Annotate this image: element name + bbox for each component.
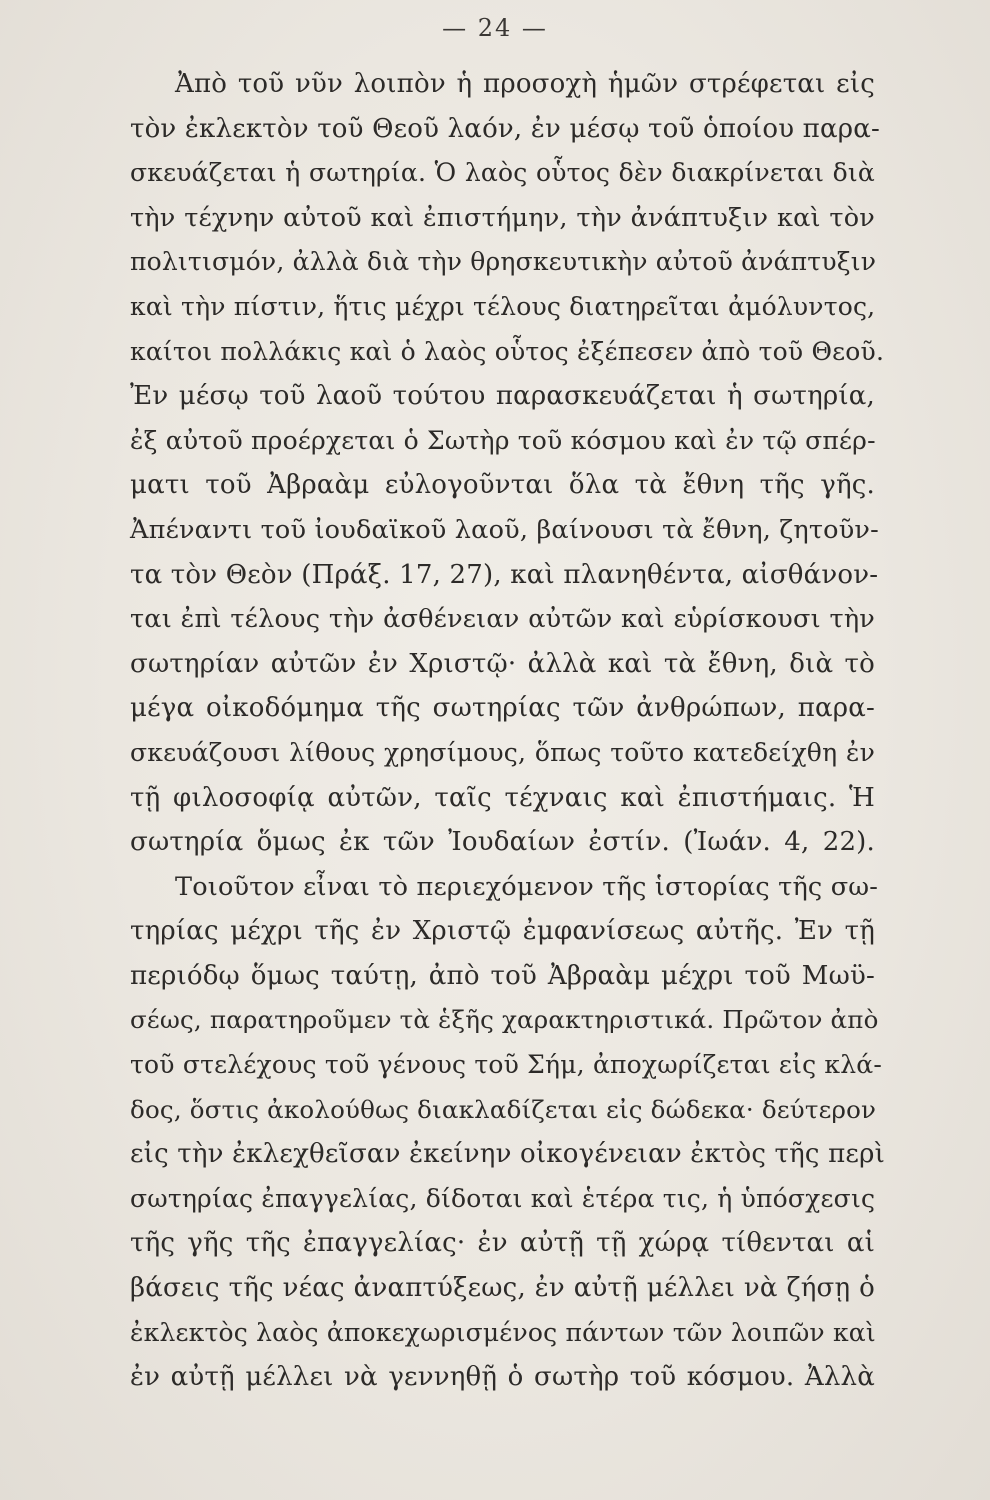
text-line: πολιτισμόν, ἀλλὰ διὰ τὴν θρησκευτικὴν αὐτοῦ ἀνάπτυξιν bbox=[130, 247, 877, 277]
text-line: σέως, παρατηροῦμεν τὰ ἑξῆς χαρακτηριστικά. Πρῶτον ἀπὸ bbox=[130, 1005, 879, 1035]
text-line: εἰς τὴν ἐκλεχθεῖσαν ἐκείνην οἰκογένειαν ἐκτὸς τῆς περὶ bbox=[130, 1139, 885, 1170]
text-line: Ἀπὸ τοῦ νῦν λοιπὸν ἡ προσοχὴ ἡμῶν στρέφεται εἰς bbox=[175, 69, 875, 99]
text-line: τὴν τέχνην αὐτοῦ καὶ ἐπιστήμην, τὴν ἀνάπτυξιν καὶ τὸν bbox=[130, 202, 875, 233]
text-line: τοῦ στελέχους τοῦ γένους τοῦ Σήμ, ἀποχωρίζεται εἰς κλά- bbox=[130, 1050, 883, 1080]
text-line: Ἀπέναντι τοῦ ἰουδαϊκοῦ λαοῦ, βαίνουσι τὰ ἔθνη, ζητοῦν- bbox=[130, 514, 879, 545]
text-line: σωτηρία ὅμως ἐκ τῶν Ἰουδαίων ἐστίν. (Ἰωάν. 4, 22). bbox=[130, 827, 875, 858]
text-line: ἐκλεκτὸς λαὸς ἀποκεχωρισμένος πάντων τῶν λοιπῶν καὶ bbox=[130, 1317, 876, 1347]
page-number: — 24 — bbox=[442, 14, 548, 42]
body-text bbox=[130, 62, 885, 1400]
text-line: καὶ τὴν πίστιν, ἥτις μέχρι τέλους διατηρεῖται ἀμόλυντος, bbox=[130, 291, 876, 321]
text-line: περιόδῳ ὅμως ταύτῃ, ἀπὸ τοῦ Ἀβραὰμ μέχρι τοῦ Μωϋ- bbox=[130, 960, 875, 991]
text-line: ματι τοῦ Ἀβραὰμ εὐλογοῦνται ὅλα τὰ ἔθνη τῆς γῆς. bbox=[130, 470, 875, 501]
text-line: τὸν ἐκλεκτὸν τοῦ Θεοῦ λαόν, ἐν μέσῳ τοῦ ὁποίου παρα- bbox=[130, 113, 880, 144]
text-line: σωτηρίαν αὐτῶν ἐν Χριστῷ· ἀλλὰ καὶ τὰ ἔθνη, διὰ τὸ bbox=[130, 648, 875, 679]
text-line: τα τὸν Θεὸν (Πράξ. 17, 27), καὶ πλανηθέντα, αἰσθάνον- bbox=[130, 559, 879, 590]
text-line: τηρίας μέχρι τῆς ἐν Χριστῷ ἐμφανίσεως αὐτῆς. Ἐν τῇ bbox=[130, 916, 875, 947]
text-line: καίτοι πολλάκις καὶ ὁ λαὸς οὗτος ἐξέπεσεν ἀπὸ τοῦ Θεοῦ. bbox=[130, 336, 885, 366]
text-line: Τοιοῦτον εἶναι τὸ περιεχόμενον τῆς ἱστορίας τῆς σω- bbox=[175, 871, 879, 902]
text-line: βάσεις τῆς νέας ἀναπτύξεως, ἐν αὐτῇ μέλλει νὰ ζήσῃ ὁ bbox=[130, 1273, 875, 1304]
text-line: τῆς γῆς τῆς ἐπαγγελίας· ἐν αὐτῇ τῇ χώρᾳ τίθενται αἱ bbox=[130, 1228, 875, 1259]
text-line: σκευάζουσι λίθους χρησίμους, ὅπως τοῦτο κατεδείχθη ἐν bbox=[130, 737, 875, 767]
text-line: ἐξ αὐτοῦ προέρχεται ὁ Σωτὴρ τοῦ κόσμου καὶ ἐν τῷ σπέρ- bbox=[130, 425, 876, 455]
text-line: μέγα οἰκοδόμημα τῆς σωτηρίας τῶν ἀνθρώπων, παρα- bbox=[130, 693, 875, 724]
text-line: σωτηρίας ἐπαγγελίας, δίδοται καὶ ἑτέρα τις, ἡ ὑπόσχεσις bbox=[130, 1183, 876, 1213]
text-line: δος, ὅστις ἀκολούθως διακλαδίζεται εἰς δώδεκα· δεύτερον bbox=[130, 1094, 877, 1124]
text-line: ἐν αὐτῇ μέλλει νὰ γεννηθῇ ὁ σωτὴρ τοῦ κόσμου. Ἀλλὰ bbox=[130, 1362, 875, 1393]
text-line: Ἐν μέσῳ τοῦ λαοῦ τούτου παρασκευάζεται ἡ σωτηρία, bbox=[130, 381, 875, 412]
text-line: τῇ φιλοσοφίᾳ αὐτῶν, ταῖς τέχναις καὶ ἐπιστήμαις. Ἡ bbox=[130, 782, 875, 813]
text-line: ται ἐπὶ τέλους τὴν ἀσθένειαν αὐτῶν καὶ εὑρίσκουσι τὴν bbox=[130, 604, 875, 635]
text-line: σκευάζεται ἡ σωτηρία. Ὁ λαὸς οὗτος δὲν διακρίνεται διὰ bbox=[130, 158, 875, 188]
